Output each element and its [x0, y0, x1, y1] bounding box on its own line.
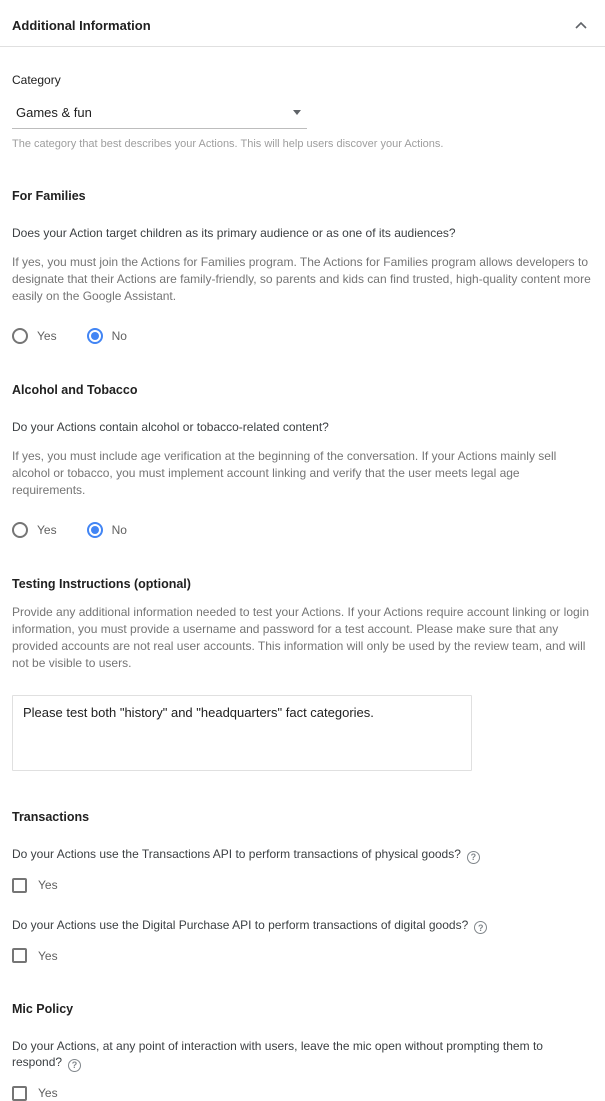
for-families-radio-no[interactable] — [87, 328, 127, 344]
radio-no-label: No — [111, 329, 127, 343]
mic-policy-title: Mic Policy — [12, 1002, 74, 1016]
radio-unchecked-icon[interactable] — [12, 522, 28, 538]
for-families-radio-yes[interactable] — [12, 328, 57, 344]
help-icon[interactable]: ? — [68, 1059, 81, 1072]
checkbox-unchecked-icon[interactable] — [12, 948, 27, 963]
radio-yes-label: Yes — [37, 523, 57, 537]
category-helper-text: The category that best describes your Actions. This will help users discover your Actions. — [12, 138, 444, 150]
checkbox-label: Yes — [38, 1086, 58, 1100]
category-label: Category — [12, 73, 61, 87]
alcohol-tobacco-question: Do your Actions contain alcohol or tobacco-related content? — [12, 420, 329, 434]
checkbox-unchecked-icon[interactable] — [12, 1086, 27, 1101]
radio-checked-icon[interactable] — [87, 522, 103, 538]
transactions-physical-checkbox-row[interactable] — [12, 878, 593, 893]
testing-instructions-description: Provide any additional information needed to test your Actions. If your Actions require account linking or login information, you must provide a username and password for a test account. Please make sure that any provided accounts are not real user accounts. This information will only be used by the review team, and will not be visible to users. — [12, 605, 590, 670]
panel-header — [12, 0, 593, 46]
for-families-radio-group — [12, 328, 593, 344]
mic-policy-checkbox-row[interactable] — [12, 1086, 593, 1101]
for-families-description: If yes, you must join the Actions for Families program. The Actions for Families program allows developers to designate that their Actions are family-friendly, so parents and kids can find trusted, high-quality content more easily on the Google Assistant. — [12, 255, 591, 303]
alcohol-tobacco-title: Alcohol and Tobacco — [12, 383, 138, 397]
transactions-physical-question — [12, 846, 593, 864]
radio-no-label: No — [111, 523, 127, 537]
chevron-up-icon — [575, 21, 587, 29]
transactions-digital-question — [12, 917, 593, 935]
help-icon[interactable]: ? — [474, 921, 487, 934]
alcohol-tobacco-radio-no[interactable] — [87, 522, 127, 538]
mic-policy-question-text: Do your Actions, at any point of interaction with users, leave the mic open without prompting them to respond? — [12, 1039, 543, 1069]
radio-checked-icon[interactable] — [87, 328, 103, 344]
category-selected-value: Games & fun — [16, 105, 92, 120]
checkbox-unchecked-icon[interactable] — [12, 878, 27, 893]
transactions-physical-question-text: Do your Actions use the Transactions API to perform transactions of physical goods? — [12, 847, 461, 861]
collapse-section-button[interactable] — [571, 15, 591, 35]
transactions-digital-question-text: Do your Actions use the Digital Purchase API to perform transactions of digital goods? — [12, 917, 469, 932]
panel-title: Additional Information — [12, 17, 151, 33]
alcohol-tobacco-radio-group — [12, 522, 593, 538]
testing-instructions-title: Testing Instructions (optional) — [12, 577, 191, 591]
header-divider — [0, 46, 605, 47]
help-icon[interactable]: ? — [467, 851, 480, 864]
for-families-title: For Families — [12, 189, 86, 203]
checkbox-label: Yes — [38, 878, 58, 892]
dropdown-caret-icon — [293, 110, 301, 115]
radio-unchecked-icon[interactable] — [12, 328, 28, 344]
radio-yes-label: Yes — [37, 329, 57, 343]
transactions-digital-checkbox-row[interactable] — [12, 948, 593, 963]
for-families-question: Does your Action target children as its primary audience or as one of its audiences? — [12, 226, 456, 240]
category-select[interactable] — [12, 98, 307, 129]
alcohol-tobacco-radio-yes[interactable] — [12, 522, 57, 538]
alcohol-tobacco-description: If yes, you must include age verification at the beginning of the conversation. If your Actions mainly sell alcohol or tobacco, you must implement account linking and verify that the user meets legal age requirements. — [12, 449, 557, 497]
checkbox-label: Yes — [38, 948, 58, 963]
mic-policy-question — [12, 1038, 593, 1072]
testing-instructions-textarea[interactable] — [12, 695, 472, 771]
transactions-title: Transactions — [12, 810, 90, 824]
